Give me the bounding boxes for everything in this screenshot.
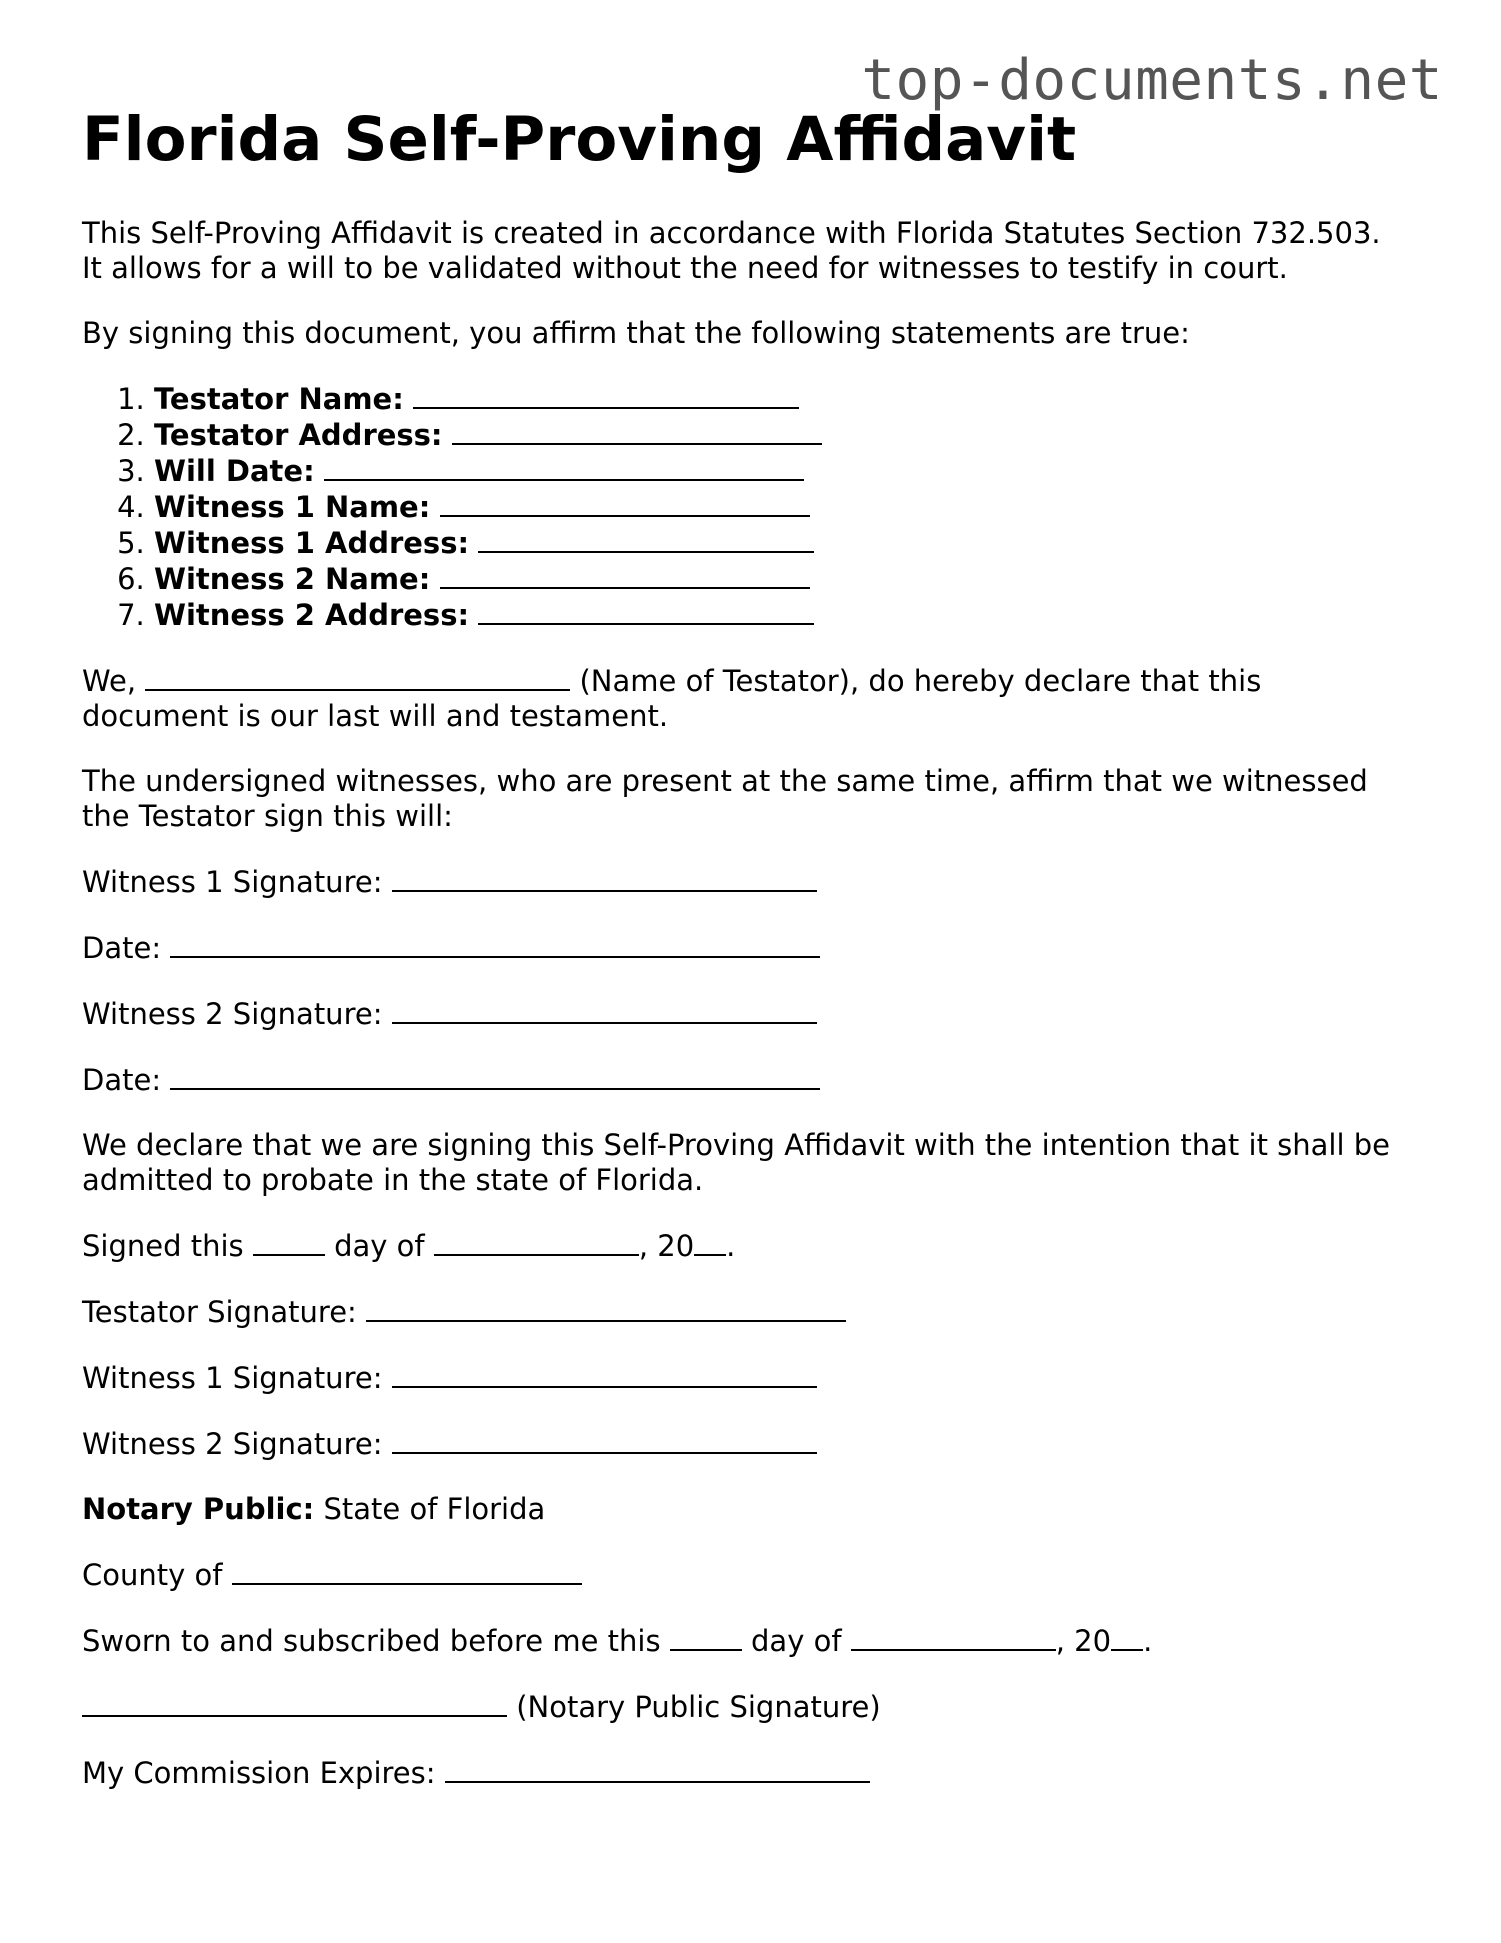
sworn-pre: Sworn to and subscribed before me this — [82, 1624, 661, 1658]
list-item — [154, 417, 1422, 453]
witness-2-name-field[interactable] — [440, 561, 810, 589]
document — [82, 104, 1422, 1821]
signed-pre: Signed this — [82, 1229, 244, 1263]
final-witness-2-signature-field[interactable] — [392, 1426, 817, 1454]
item-label: Witness 1 Name: — [154, 490, 431, 524]
commission-row — [82, 1755, 1422, 1791]
item-label: Witness 1 Address: — [154, 526, 470, 560]
date-1-field[interactable] — [170, 930, 820, 958]
list-item — [154, 525, 1422, 561]
notary-signature-label: (Notary Public Signature) — [516, 1690, 881, 1724]
affirm-paragraph: By signing this document, you affirm that the following statements are true: — [82, 316, 1190, 350]
sworn-year-field[interactable] — [1111, 1623, 1143, 1651]
item-label: Testator Address: — [154, 418, 443, 452]
date-1-row — [82, 930, 1422, 966]
intro-line-1: This Self-Proving Affidavit is created in accordance with Florida Statutes Section 732.503. — [82, 216, 1381, 250]
county-label: County of — [82, 1558, 223, 1592]
signed-end: . — [726, 1229, 736, 1263]
sworn-end: . — [1143, 1624, 1153, 1658]
notary-label: Notary Public: — [82, 1492, 315, 1526]
intention-line-1: We declare that we are signing this Self-Proving Affidavit with the intention that it shall be — [82, 1128, 1391, 1162]
final-witness-2-label: Witness 2 Signature: — [82, 1427, 383, 1461]
signed-row — [82, 1228, 1422, 1264]
witness-1-signature-label: Witness 1 Signature: — [82, 865, 383, 899]
sworn-year-prefix: , 20 — [1055, 1624, 1112, 1658]
declaration-paragraph — [82, 663, 1422, 734]
sworn-day-field[interactable] — [670, 1623, 742, 1651]
witness-statement-line-2: the Testator sign this will: — [82, 799, 453, 833]
witness-2-signature-label: Witness 2 Signature: — [82, 997, 383, 1031]
notary-state: State of Florida — [323, 1492, 546, 1526]
will-date-field[interactable] — [324, 453, 804, 481]
list-item — [154, 489, 1422, 525]
final-witness-1-row — [82, 1360, 1422, 1396]
final-witness-1-label: Witness 1 Signature: — [82, 1361, 383, 1395]
witness-1-signature-row — [82, 864, 1422, 900]
item-label: Testator Name: — [154, 382, 404, 416]
declaration-testator-name-field[interactable] — [145, 663, 570, 691]
list-item — [154, 561, 1422, 597]
page-title: Florida Self-Proving Affidavit — [82, 104, 1077, 175]
declaration-we: We, — [82, 664, 137, 698]
sworn-row — [82, 1623, 1422, 1659]
notary-signature-row — [82, 1689, 1422, 1725]
testator-signature-row — [82, 1294, 1422, 1330]
sworn-mid: day of — [751, 1624, 842, 1658]
witness-2-address-field[interactable] — [478, 597, 814, 625]
item-label: Witness 2 Address: — [154, 598, 470, 632]
watermark: top-documents.net — [861, 48, 1443, 113]
county-row — [82, 1557, 1422, 1593]
witness-1-address-field[interactable] — [478, 525, 814, 553]
date-2-row — [82, 1062, 1422, 1098]
list-item — [154, 453, 1422, 489]
final-witness-1-signature-field[interactable] — [392, 1360, 817, 1388]
intention-line-2: admitted to probate in the state of Florida. — [82, 1163, 704, 1197]
sworn-month-field[interactable] — [851, 1623, 1056, 1651]
testator-name-field[interactable] — [413, 381, 799, 409]
intro-line-2: It allows for a will to be validated without the need for witnesses to testify in court. — [82, 251, 1288, 285]
signed-year-prefix: , 20 — [638, 1229, 695, 1263]
witness-2-signature-field[interactable] — [392, 996, 817, 1024]
county-field[interactable] — [232, 1557, 582, 1585]
list-item — [154, 597, 1422, 633]
notary-row — [82, 1492, 1422, 1527]
signed-day-field[interactable] — [253, 1228, 325, 1256]
testator-address-field[interactable] — [452, 417, 822, 445]
signed-mid: day of — [334, 1229, 425, 1263]
final-witness-2-row — [82, 1426, 1422, 1462]
signed-year-field[interactable] — [694, 1228, 726, 1256]
witness-1-name-field[interactable] — [440, 489, 810, 517]
statement-list — [82, 381, 1422, 633]
commission-label: My Commission Expires: — [82, 1756, 436, 1790]
notary-signature-field[interactable] — [82, 1689, 507, 1717]
date-1-label: Date: — [82, 931, 162, 965]
witness-1-signature-field[interactable] — [392, 864, 817, 892]
testator-signature-field[interactable] — [366, 1294, 846, 1322]
testator-signature-label: Testator Signature: — [82, 1295, 357, 1329]
intro-paragraph — [82, 216, 1422, 286]
signed-month-field[interactable] — [434, 1228, 639, 1256]
list-item — [154, 381, 1422, 417]
item-label: Will Date: — [154, 454, 315, 488]
date-2-label: Date: — [82, 1063, 162, 1097]
declaration-rest: (Name of Testator), do hereby declare that this — [579, 664, 1262, 698]
commission-expires-field[interactable] — [445, 1755, 870, 1783]
declaration-line-2: document is our last will and testament. — [82, 699, 669, 733]
intention-paragraph — [82, 1128, 1422, 1198]
date-2-field[interactable] — [170, 1062, 820, 1090]
item-label: Witness 2 Name: — [154, 562, 431, 596]
witness-statement — [82, 764, 1422, 834]
witness-2-signature-row — [82, 996, 1422, 1032]
witness-statement-line-1: The undersigned witnesses, who are present at the same time, affirm that we witnessed — [82, 764, 1368, 798]
